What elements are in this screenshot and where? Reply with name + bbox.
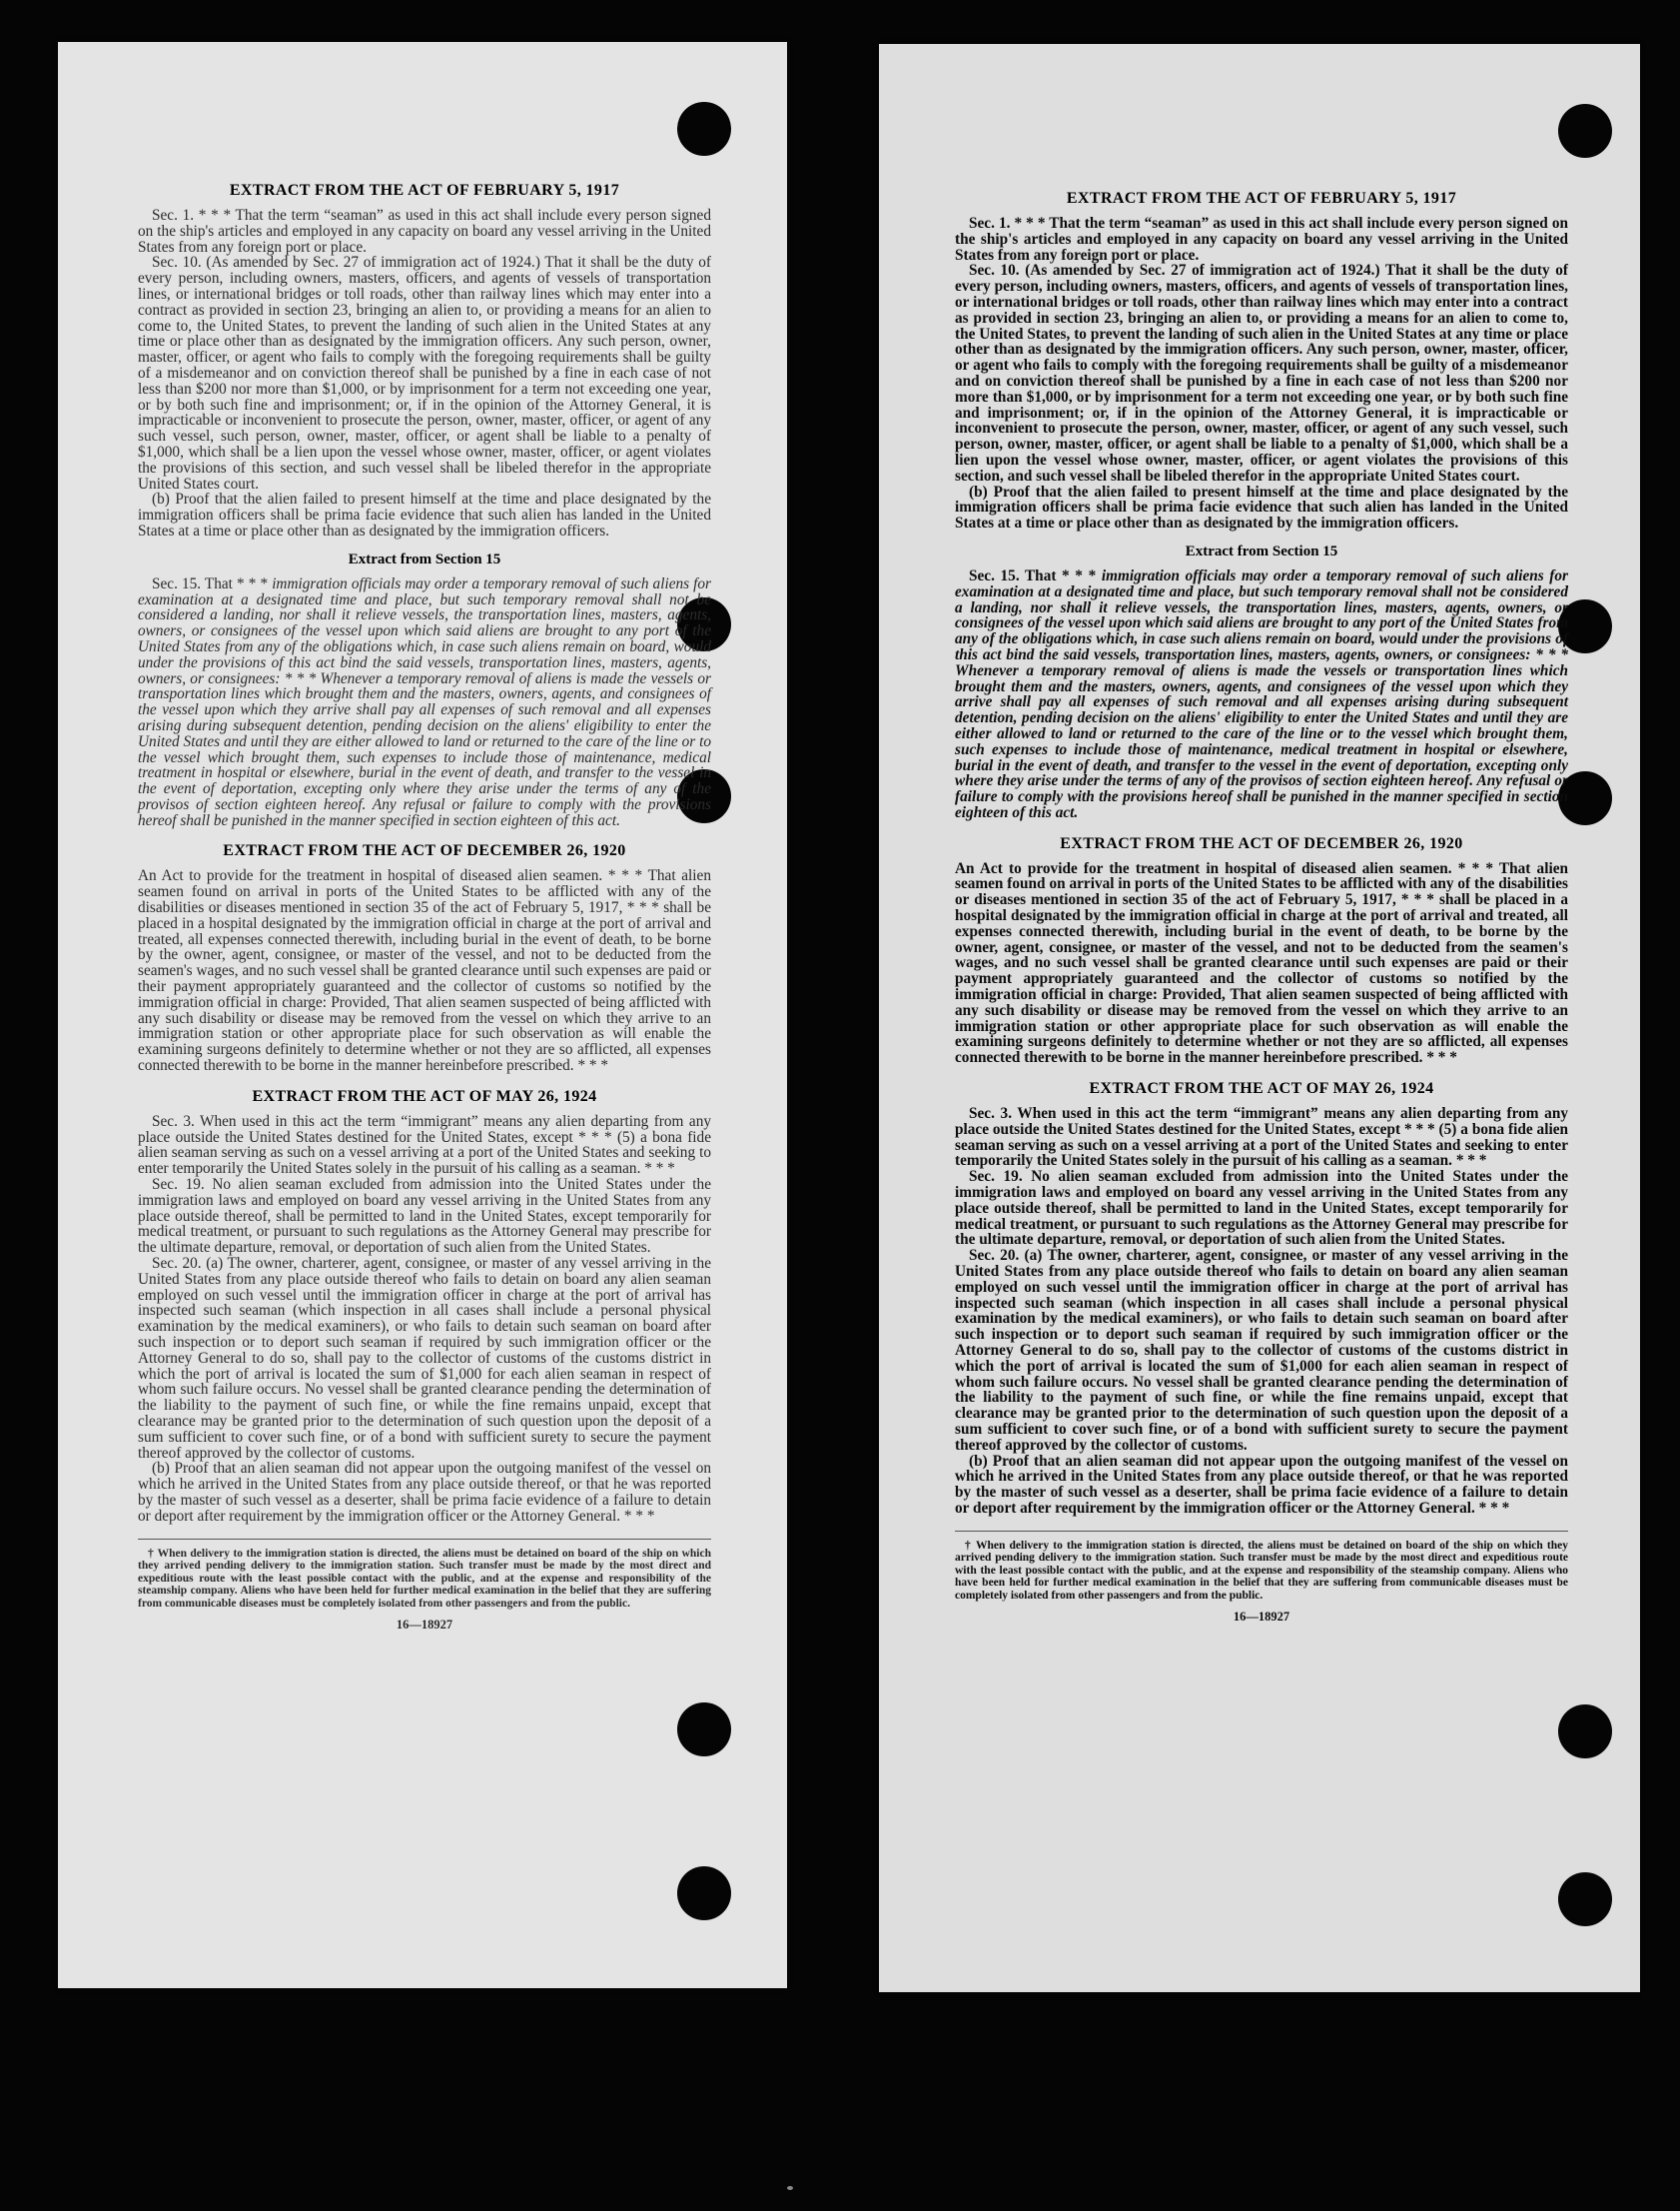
punch-hole (1558, 104, 1612, 158)
section-10-text: Sec. 10. (As amended by Sec. 27 of immigration act of 1924.) That it shall be the duty of every person, including owners, masters, officers, and agents of vessels of transportation lines, or international bridges or toll roads, other than railway lines which may enter into a contract as provided in section 23, bringing an alien to, or providing a means for an alien to come to, the United States, to prevent the landing of such alien in the United States at any time or place other than as designated by the immigration officers. Any such person, owner, master, officer, or agent who fails to comply with the foregoing requirements shall be guilty of a misdemeanor and on conviction thereof shall be punished by a fine in each case of not less than $200 nor more than $1,000, or by imprisonment for a term not exceeding one year, or by both such fine and imprisonment; or, if in the opinion of the Attorney General, it is impracticable or inconvenient to prosecute the person, owner, master, officer, or agent of any such vessel, such person, owner, master, officer, or agent shall be liable to a penalty of $1,000, which shall be a lien upon the vessel whose owner, master, officer, or agent violates the provisions of this section, and such vessel shall be libeled therefor in the appropriate United States court. (955, 262, 1568, 485)
form-code: 16—18927 (1233, 1610, 1290, 1625)
section-15-heading: Extract from Section 15 (1185, 543, 1338, 559)
punch-hole (677, 1702, 731, 1756)
punch-hole (1558, 1704, 1612, 1758)
section-1-text: Sec. 1. * * * That the term “seaman” as used in this act shall include every person signed on the ship's articles and employed in any capacity on board any vessel arriving in the United States from any foreign port or place. (138, 207, 711, 256)
december-act-title: EXTRACT FROM THE ACT OF DECEMBER 26, 1920 (1060, 834, 1463, 852)
section-15-heading: Extract from Section 15 (348, 551, 501, 567)
punch-hole (677, 1866, 731, 1920)
december-act-text: An Act to provide for the treatment in hospital of diseased alien seamen. * * * That alien seamen found on arrival in ports of the United States to be afflicted with any of the disabilities or diseases mentioned in section 35 of the act of February 5, 1917, * * * shall be placed in a hospital designated by the immigration official in charge at the port of arrival and treated, all expenses connected therewith, including burial in the event of death, to be borne by the owner, agent, consignee, or master of the vessel, and not to be deducted from the seamen's wages, and no such vessel shall be granted clearance until such expenses are paid or their payment appropriately guaranteed and the collector of customs so notified by the immigration official in charge: Provided, That alien seamen suspected of being afflicted with any such disability or disease may be removed from the vessel on which they arrive to an immigration station or other appropriate place for such observation as will enable the examining surgeons definitely to determine whether or not they are so afflicted, all expenses connected therewith to be borne in the manner hereinbefore prescribed. * * * (955, 859, 1568, 1067)
left-page (58, 42, 787, 1988)
section-title: EXTRACT FROM THE ACT OF FEBRUARY 5, 1917 (1066, 190, 1457, 207)
section-15-lead: Sec. 15. That * * * (969, 566, 1097, 584)
section-20-text: Sec. 20. (a) The owner, charterer, agent, consignee, or master of any vessel arriving in the United States from any place outside thereof who fails to detain on board any alien seaman employed on such vessel until the immigration officer in charge at the port of arrival has inspected such seaman (which inspection in all cases shall include a personal physical examination by the medical examiners), or who fails to detain such seaman on board after such inspection or to deport such seaman if required by such immigration officer or the Attorney General to do so, shall pay to the collector of customs of the customs district in which the port of arrival is located the sum of $1,000 for each alien seaman in respect of whom such failure occurs. No vessel shall be granted clearance pending the determination of the liability to the payment of such fine, or while the fine remains unpaid, except that clearance may be granted prior to the determination of such question upon the deposit of a sum sufficient to cover such fine, or of a bond with sufficient surety to secure the payment thereof approved by the collector of customs. (138, 1255, 711, 1462)
section-10-text: Sec. 10. (As amended by Sec. 27 of immigration act of 1924.) That it shall be the duty of every person, including owners, masters, officers, and agents of vessels of transportation lines, or international bridges or toll roads, other than railway lines which may enter into a contract as provided in section 23, bringing an alien to, or providing a means for an alien to come to, the United States, to prevent the landing of such alien in the United States at any time or place other than as designated by the immigration officers. Any such person, owner, master, officer, or agent who fails to comply with the foregoing requirements shall be guilty of a misdemeanor and on conviction thereof shall be punished by a fine in each case of not less than $200 nor more than $1,000, or by imprisonment for a term not exceeding one year, or by both such fine and imprisonment; or, if in the opinion of the Attorney General, it is impracticable or inconvenient to prosecute the person, owner, master, officer, or agent of any such vessel, such person, owner, master, officer, or agent shall be liable to a penalty of $1,000, which shall be a lien upon the vessel whose owner, master, officer, or agent violates the provisions of this section, and such vessel shall be libeled therefor in the appropriate United States court. (138, 254, 711, 493)
dust-speck (787, 2186, 793, 2190)
section-3-text: Sec. 3. When used in this act the term “immigrant” means any alien departing from any place outside the United States destined for the United States, except * * * (5) a bona fide alien seaman serving as such on a vessel arriving at a port of the United States and seeking to enter temporarily the United States solely in the pursuit of his calling as a seaman. * * * (138, 1112, 711, 1178)
section-1-text: Sec. 1. * * * That the term “seaman” as used in this act shall include every person signed on the ship's articles and employed in any capacity on board any vessel arriving in the United States from any foreign port or place. (955, 215, 1568, 264)
section-20b-text: (b) Proof that an alien seaman did not appear upon the outgoing manifest of the vessel on which he arrived in the United States from any place outside thereof, or that he was reported by the master of such vessel as a deserter, shall be prima facie evidence of a failure to detain or deport after requirement by the immigration officer or the Attorney General. * * * (955, 1452, 1568, 1517)
section-10b-text: (b) Proof that the alien failed to present himself at the time and place designated by the immigration officers shall be prima facie evidence that such alien has landed in the United States at a time or place other than as designated by the immigration officers. (955, 483, 1568, 533)
footnote-divider (138, 1539, 711, 1540)
section-19-text: Sec. 19. No alien seaman excluded from admission into the United States under the immigration laws and employed on board any vessel arriving in the United States from any place outside thereof, shall be permitted to land in the United States, except temporarily for medical treatment, or pursuant to such regulations as the Attorney General may prescribe for the ultimate departure, removal, or deportation of such alien from the United States. (138, 1176, 711, 1257)
may-act-title: EXTRACT FROM THE ACT OF MAY 26, 1924 (252, 1087, 597, 1105)
section-15-lead: Sec. 15. That * * * (152, 574, 269, 592)
right-page (879, 44, 1640, 1992)
section-10b-text: (b) Proof that the alien failed to present himself at the time and place designated by the immigration officers shall be prima facie evidence that such alien has landed in the United States at a time or place other than as designated by the immigration officers. (138, 491, 711, 540)
footnote: † When delivery to the immigration station is directed, the aliens must be detained on board of the ship on which they arrived pending delivery to the immigration station. Such transfer must be made by the most direct and expeditious route with the least possible contact with the public, and at the expense and responsibility of the steamship company. Aliens who have been held for further medical examination in the belief that they are suffering from communicable diseases must be completely isolated from other passengers and from the public. (138, 1547, 711, 1610)
section-19-text: Sec. 19. No alien seaman excluded from admission into the United States under the immigration laws and employed on board any vessel arriving in the United States from any place outside thereof, shall be permitted to land in the United States, except temporarily for medical treatment, or pursuant to such regulations as the Attorney General may prescribe for the ultimate departure, removal, or deportation of such alien from the United States. (955, 1168, 1568, 1249)
punch-hole (677, 102, 731, 156)
section-15-text: immigration officials may order a temporary removal of such aliens for examination at a designated time and place, but such temporary removal shall not be considered a landing, nor shall it relieve vessels, the transportation lines, masters, agents, owners, or consignees of the vessel upon which said aliens are brought to any port of the United States from any of the obligations which, in case such aliens remain on board, would under the provisions of this act bind the said vessels, transportation lines, masters, agents, owners, or consignees: * * * Whenever a temporary removal of aliens is made the vessels or transportation lines which brought them and the masters, owners, agents, and consignees of the vessel upon which they arrive shall pay all expenses of such removal and all expenses arising during subsequent detention, pending decision on the aliens' eligibility to enter the United States and until they are either allowed to land or returned to the care of the line or to the vessel which brought them, such expenses to include those of maintenance, medical treatment in hospital or elsewhere, burial in the event of death, and transfer to the vessel in the event of deportation, excepting only where they arise under the terms of any of the provisos of section eighteen hereof. Any refusal or failure to comply with the provisions hereof shall be punished in the manner specified in section eighteen of this act. (138, 574, 712, 829)
section-20-text: Sec. 20. (a) The owner, charterer, agent, consignee, or master of any vessel arriving in the United States from any place outside thereof who fails to detain on board any alien seaman employed on such vessel until the immigration officer in charge at the port of arrival has inspected such seaman (which inspection in all cases shall include a personal physical examination by the medical examiners), or who fails to detain such seaman on board after such inspection or to deport such seaman if required by such immigration officer or the Attorney General to do so, shall pay to the collector of customs of the customs district in which the port of arrival is located the sum of $1,000 for each alien seaman in respect of whom such failure occurs. No vessel shall be granted clearance pending the determination of the liability to the payment of such fine, or while the fine remains unpaid, except that clearance may be granted prior to the determination of such question upon the deposit of a sum sufficient to cover such fine, or of a bond with sufficient surety to secure the payment thereof approved by the collector of customs. (955, 1247, 1568, 1454)
section-20b-text: (b) Proof that an alien seaman did not appear upon the outgoing manifest of the vessel on which he arrived in the United States from any place outside thereof, or that he was reported by the master of such vessel as a deserter, shall be prima facie evidence of a failure to detain or deport after requirement by the immigration officer or the Attorney General. * * * (138, 1460, 711, 1525)
page-content (138, 182, 711, 1634)
section-15-text: immigration officials may order a temporary removal of such aliens for examination at a designated time and place, but such temporary removal shall not be considered a landing, nor shall it relieve vessels, the transportation lines, masters, agents, owners, or consignees of the vessel upon which said aliens are brought to any port of the United States from any of the obligations which, in case such aliens remain on board, would under the provisions of this act bind the said vessels, transportation lines, masters, agents, owners, or consignees: * * * Whenever a temporary removal of aliens is made the vessels or transportation lines which brought them and the masters, owners, agents, and consignees of the vessel upon which they arrive shall pay all expenses of such removal and all expenses arising during subsequent detention, pending decision on the aliens' eligibility to enter the United States and until they are either allowed to land or returned to the care of the line or to the vessel which brought them, such expenses to include those of maintenance, medical treatment in hospital or elsewhere, burial in the event of death, and transfer to the vessel in the event of deportation, excepting only where they arise under the terms of any of the provisos of section eighteen hereof. Any refusal or failure to comply with the provisions hereof shall be punished in the manner specified in section eighteen of this act. (955, 566, 1568, 821)
form-code: 16—18927 (396, 1618, 453, 1633)
december-act-text: An Act to provide for the treatment in hospital of diseased alien seamen. * * * That alien seamen found on arrival in ports of the United States to be afflicted with any of the disabilities or diseases mentioned in section 35 of the act of February 5, 1917, * * * shall be placed in a hospital designated by the immigration official in charge at the port of arrival and treated, all expenses connected therewith, including burial in the event of death, to be borne by the owner, agent, consignee, or master of the vessel, and not to be deducted from the seamen's wages, and no such vessel shall be granted clearance until such expenses are paid or their payment appropriately guaranteed and the collector of customs so notified by the immigration official in charge: Provided, That alien seamen suspected of being afflicted with any such disability or disease may be removed from the vessel on which they arrive to an immigration station or other appropriate place for such observation as will enable the examining surgeons definitely to determine whether or not they are so afflicted, all expenses connected therewith to be borne in the manner hereinbefore prescribed. * * * (138, 867, 711, 1075)
december-act-title: EXTRACT FROM THE ACT OF DECEMBER 26, 1920 (223, 842, 626, 860)
section-title: EXTRACT FROM THE ACT OF FEBRUARY 5, 1917 (229, 182, 620, 199)
page-content (955, 190, 1568, 1626)
may-act-title: EXTRACT FROM THE ACT OF MAY 26, 1924 (1089, 1080, 1434, 1098)
punch-hole (1558, 1872, 1612, 1926)
section-3-text: Sec. 3. When used in this act the term “immigrant” means any alien departing from any place outside the United States destined for the United States, except * * * (5) a bona fide alien seaman serving as such on a vessel arriving at a port of the United States and seeking to enter temporarily the United States solely in the pursuit of his calling as a seaman. * * * (955, 1105, 1568, 1170)
footnote: † When delivery to the immigration station is directed, the aliens must be detained on board of the ship on which they arrived pending delivery to the immigration station. Such transfer must be made by the most direct and expeditious route with the least possible contact with the public, and at the expense and responsibility of the steamship company. Aliens who have been held for further medical examination in the belief that they are suffering from communicable diseases must be completely isolated from other passengers and from the public. (955, 1539, 1568, 1602)
footnote-divider (955, 1531, 1568, 1532)
